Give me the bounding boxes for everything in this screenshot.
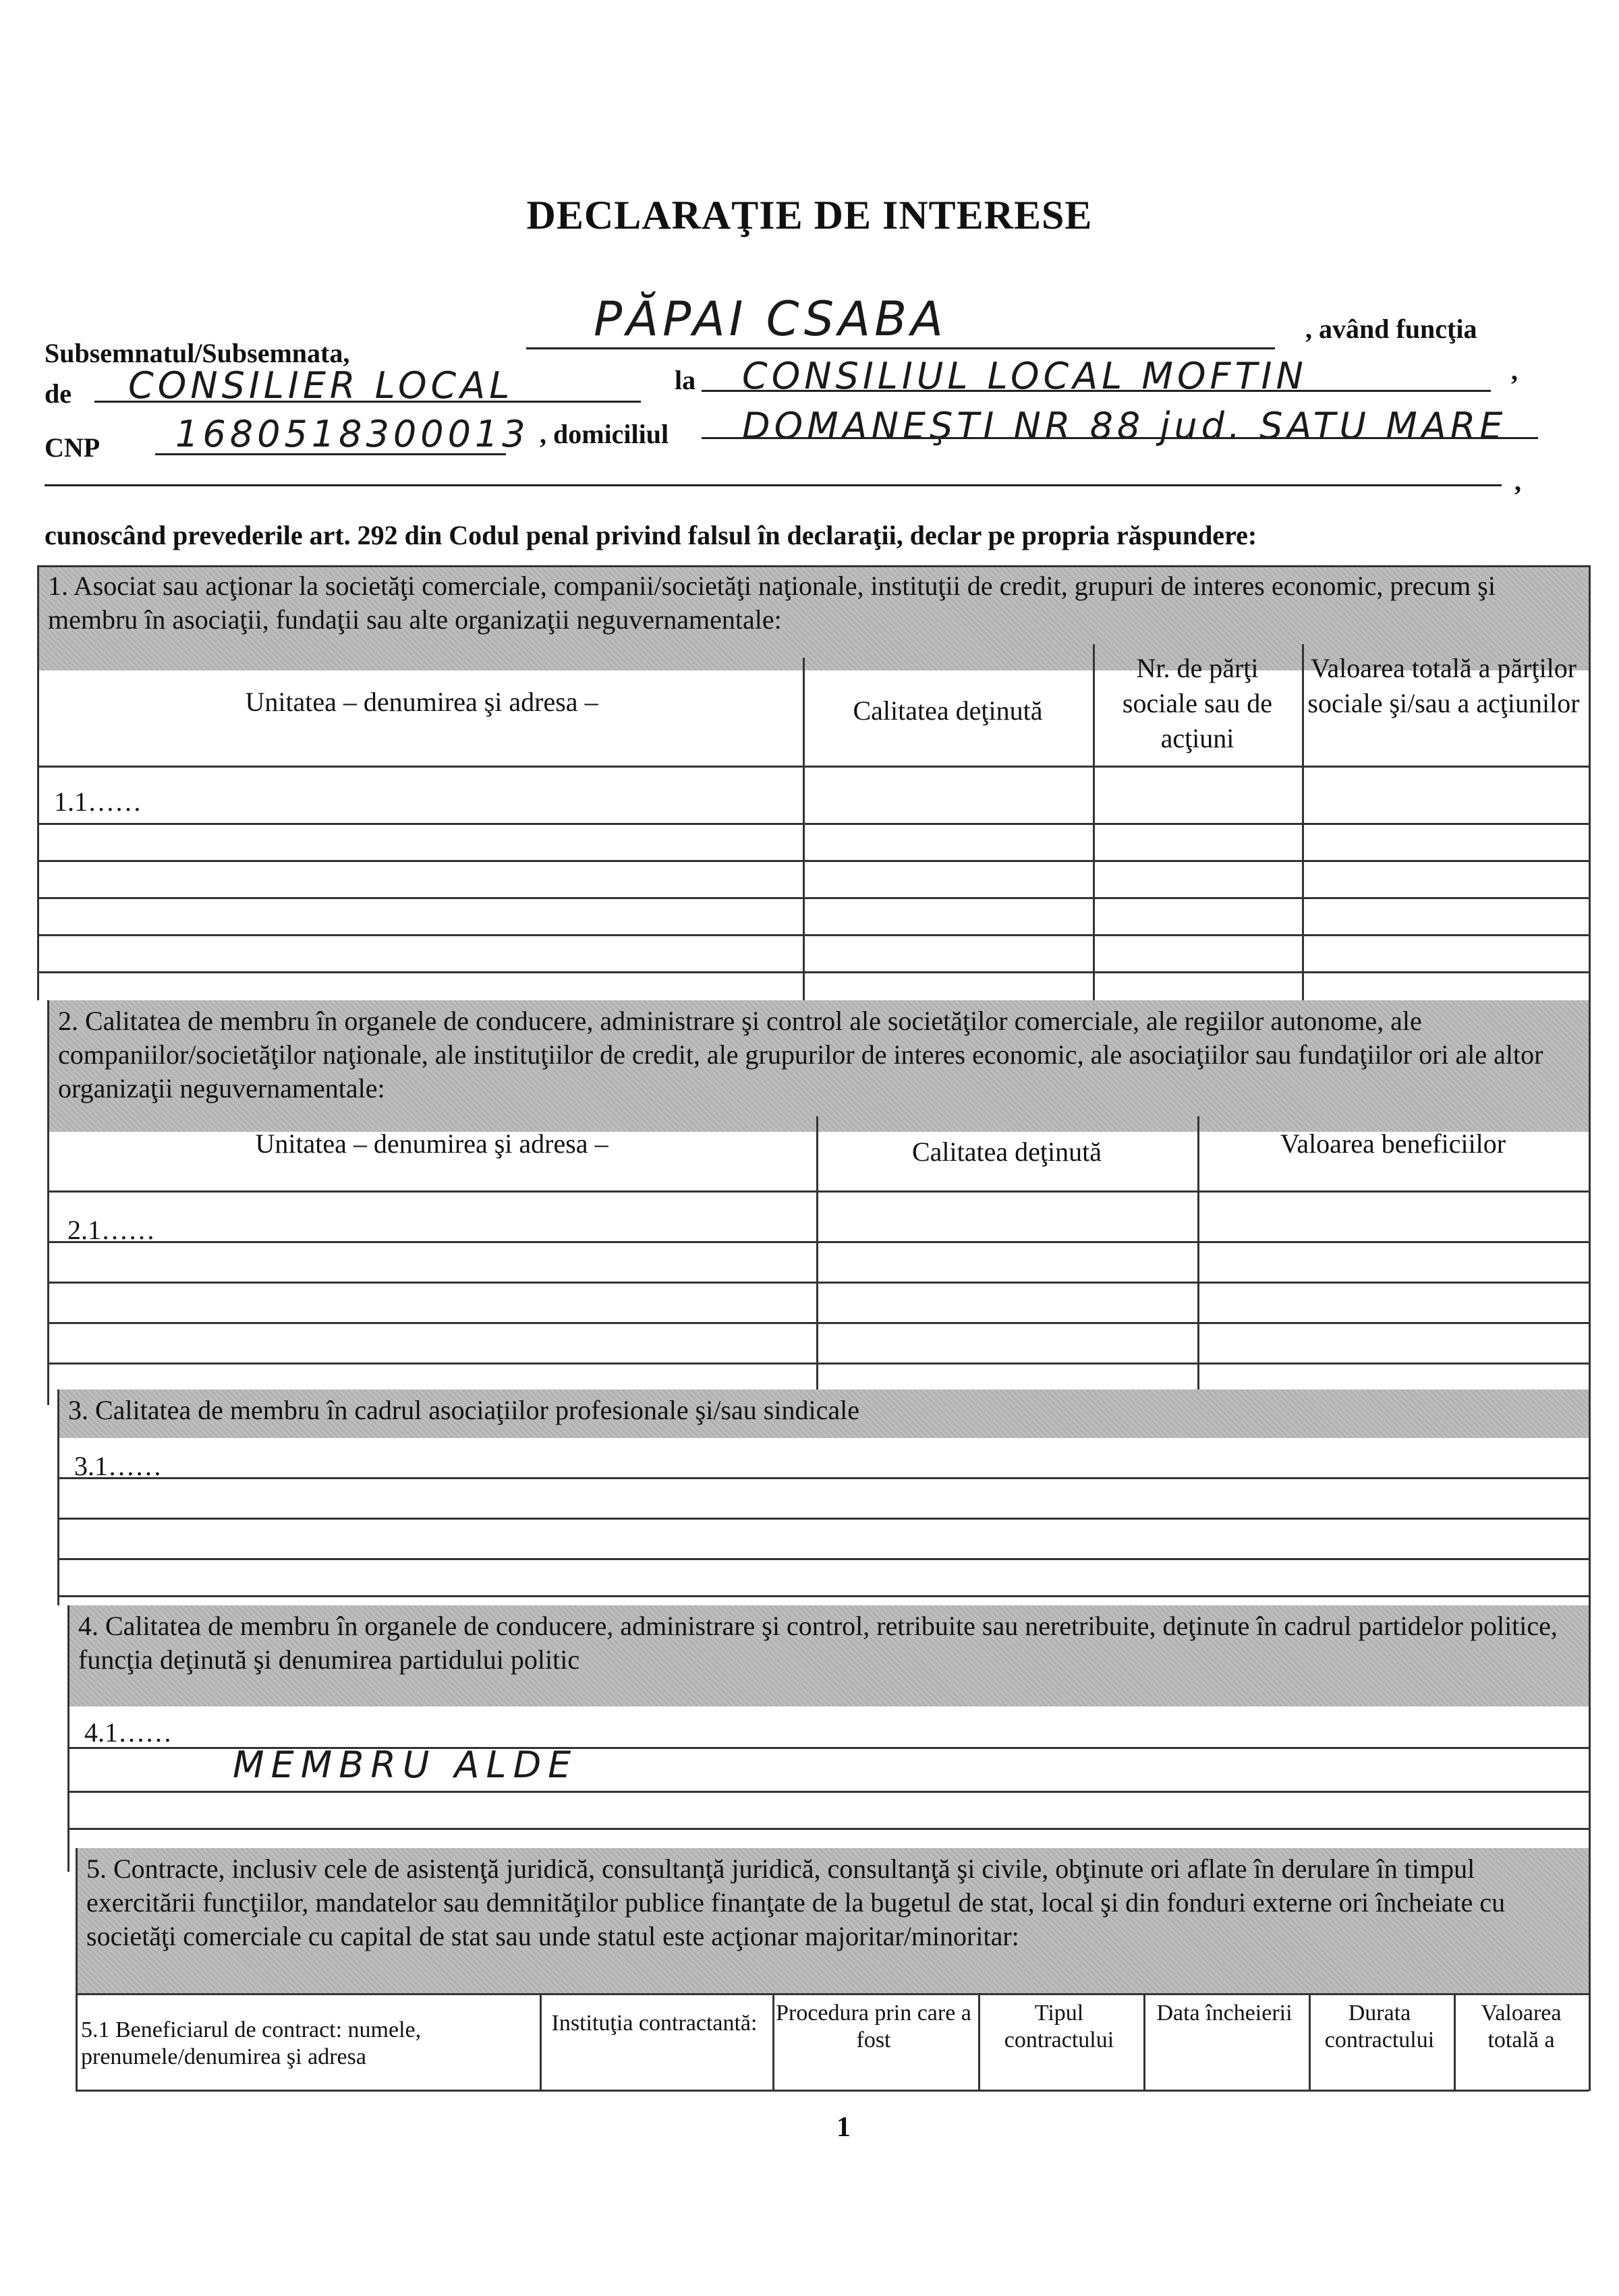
page-title: DECLARAŢIE DE INTERESE <box>526 193 1093 237</box>
name-underline <box>526 347 1275 349</box>
cnp-underline <box>155 453 506 455</box>
s1-row-label: 1.1…… <box>54 786 142 817</box>
cnp-value: 1680518300013 <box>175 413 530 455</box>
s4-row-line <box>67 1828 1589 1830</box>
function-underline <box>94 401 641 403</box>
s5-div-4 <box>1143 1993 1145 2090</box>
s3-border-right <box>1589 1389 1591 1605</box>
s2-col-calitatea: Calitatea deţinută <box>912 1137 1102 1167</box>
s2-border-right <box>1589 1000 1591 1405</box>
s2-row-line <box>47 1362 1589 1365</box>
de-label: de <box>45 378 72 409</box>
section-4-heading: 4. Calitatea de membru în organele de conducere, administrare şi control, retribuite sau neretribuite, deţinute în cadrul partidelor politice, funcţia deţinută şi denumirea partidului politic <box>67 1605 1589 1706</box>
s5-border-right <box>1589 1848 1591 2091</box>
s5-border-left <box>76 1848 78 2091</box>
comma-1: , <box>1511 355 1518 386</box>
s5-div-5 <box>1309 1993 1311 2090</box>
s1-div-1 <box>803 658 805 1000</box>
s4-row-label: 4.1…… <box>84 1717 172 1748</box>
s5-col-institutia: Instituţia contractantă: <box>551 2011 758 2036</box>
s4-border-right <box>1589 1605 1591 1872</box>
s1-row-line <box>37 897 1589 899</box>
s4-border-left <box>67 1605 69 1872</box>
s2-row-line <box>47 1241 1589 1243</box>
section-5-heading: 5. Contracte, inclusiv cele de asistenţă juridică, consultanţă juridică, consultanţă şi civile, obţinute ori aflate în derulare în timpul exercitării funcţiilor, mandatelor sau demnităţilor publice finanţate de la bugetul de stat, local şi din fonduri externe ori încheiate cu societăţi comerciale cu capital de stat sau unde statul este acţionar majoritar/minoritar: <box>76 1848 1589 1993</box>
s1-border-right <box>1589 565 1591 1000</box>
s5-col-durata: Durata contractului <box>1324 2001 1435 2053</box>
avand-functia-label: , având funcţia <box>1305 314 1477 344</box>
domiciliul-label: , domiciliul <box>540 419 669 449</box>
s5-header-bottom <box>76 2090 1589 2092</box>
s2-row-line <box>47 1322 1589 1324</box>
s5-div-6 <box>1454 1993 1456 2090</box>
s5-div-1 <box>540 1993 542 2090</box>
s5-div-2 <box>772 1993 774 2090</box>
subsemnatul-label: Subsemnatul/Subsemnata, <box>45 338 350 368</box>
s5-col-data: Data încheierii <box>1156 2001 1293 2026</box>
s3-border-left <box>57 1389 59 1605</box>
s4-row-line <box>67 1747 1589 1749</box>
s2-border-left <box>47 1000 49 1405</box>
s3-row-label: 3.1…… <box>74 1451 162 1481</box>
s1-div-3 <box>1302 644 1304 1000</box>
domicile-underline <box>702 437 1538 439</box>
s1-border-top <box>37 565 1589 567</box>
domicile-value: DOMANEŞTI NR 88 jud. SATU MARE <box>742 405 1507 447</box>
declarant-name: PĂPAI CSABA <box>594 291 948 347</box>
domicile-continuation-line <box>45 484 1502 486</box>
section-1-heading: 1. Asociat sau acţionar la societăţi comerciale, companii/societăţi naţionale, instituţii de credit, grupuri de interes economic, precum şi membru în asociaţii, fundaţii sau alte organizaţii neguvernamentale: <box>37 565 1589 670</box>
section-3-heading: 3. Calitatea de membru în cadrul asociaţiilor profesionale şi/sau sindicale <box>57 1389 1589 1438</box>
s5-col-valoarea: Valoarea totală a <box>1481 2001 1562 2053</box>
s3-row-line <box>57 1595 1589 1597</box>
s5-col-procedura: Procedura prin care a fost <box>776 2001 971 2053</box>
s5-col-tipul: Tipul contractului <box>1004 2001 1114 2053</box>
page-number: 1 <box>836 2112 851 2143</box>
s2-header-bottom <box>47 1190 1589 1193</box>
s5-div-3 <box>978 1993 980 2090</box>
s2-row-line <box>47 1282 1589 1284</box>
la-label: la <box>675 365 696 395</box>
s1-row-line <box>37 860 1589 862</box>
s4-entry-value: MEMBRU ALDE <box>233 1744 578 1786</box>
s2-div-2 <box>1197 1116 1199 1405</box>
s1-col-unitatea: Unitatea – denumirea şi adresa – <box>245 687 598 717</box>
institution-value: CONSILIUL LOCAL MOFTIN <box>742 355 1307 397</box>
declaration-statement: cunoscând prevederile art. 292 din Codul penal privind falsul în declaraţii, declar pe propria răspundere: <box>45 520 1257 550</box>
function-value: CONSILIER LOCAL <box>128 364 514 407</box>
s3-row-line <box>57 1477 1589 1479</box>
s5-header-top <box>76 1993 1589 1995</box>
section-2-heading: 2. Calitatea de membru în organele de conducere, administrare şi control ale societăţilor comerciale, ale regiilor autonome, ale companiilor/societăţilor naţionale, ale instituţiilor de credit, ale grupurilor de interes economic, ale asociaţiilor sau fundaţiilor ori ale altor organizaţii neguvernamentale: <box>47 1000 1589 1132</box>
s1-header-bottom <box>37 766 1589 768</box>
s1-row-line <box>37 934 1589 936</box>
s2-col-unitatea: Unitatea – denumirea şi adresa – <box>255 1128 608 1159</box>
s2-div-1 <box>816 1116 818 1405</box>
s2-col-valoarea: Valoarea beneficiilor <box>1280 1128 1506 1159</box>
s1-col-nr-parti: Nr. de părţi sociale sau de acţiuni <box>1122 653 1273 753</box>
s1-col-calitatea: Calitatea deţinută <box>853 695 1043 726</box>
s3-row-line <box>57 1518 1589 1520</box>
s5-col-beneficiar: 5.1 Beneficiarul de contract: numele, prenumele/denumirea şi adresa <box>81 2017 422 2069</box>
s4-row-line <box>67 1791 1589 1793</box>
s3-row-line <box>57 1558 1589 1560</box>
s2-row-label: 2.1…… <box>67 1215 155 1245</box>
s1-div-2 <box>1093 644 1095 1000</box>
s1-row-line <box>37 971 1589 973</box>
comma-2: , <box>1514 466 1521 496</box>
institution-underline <box>702 390 1491 392</box>
s1-row-line <box>37 823 1589 825</box>
cnp-label: CNP <box>45 432 101 463</box>
s1-col-valoarea: Valoarea totală a părţilor sociale şi/sau a acţiunilor <box>1307 653 1580 718</box>
